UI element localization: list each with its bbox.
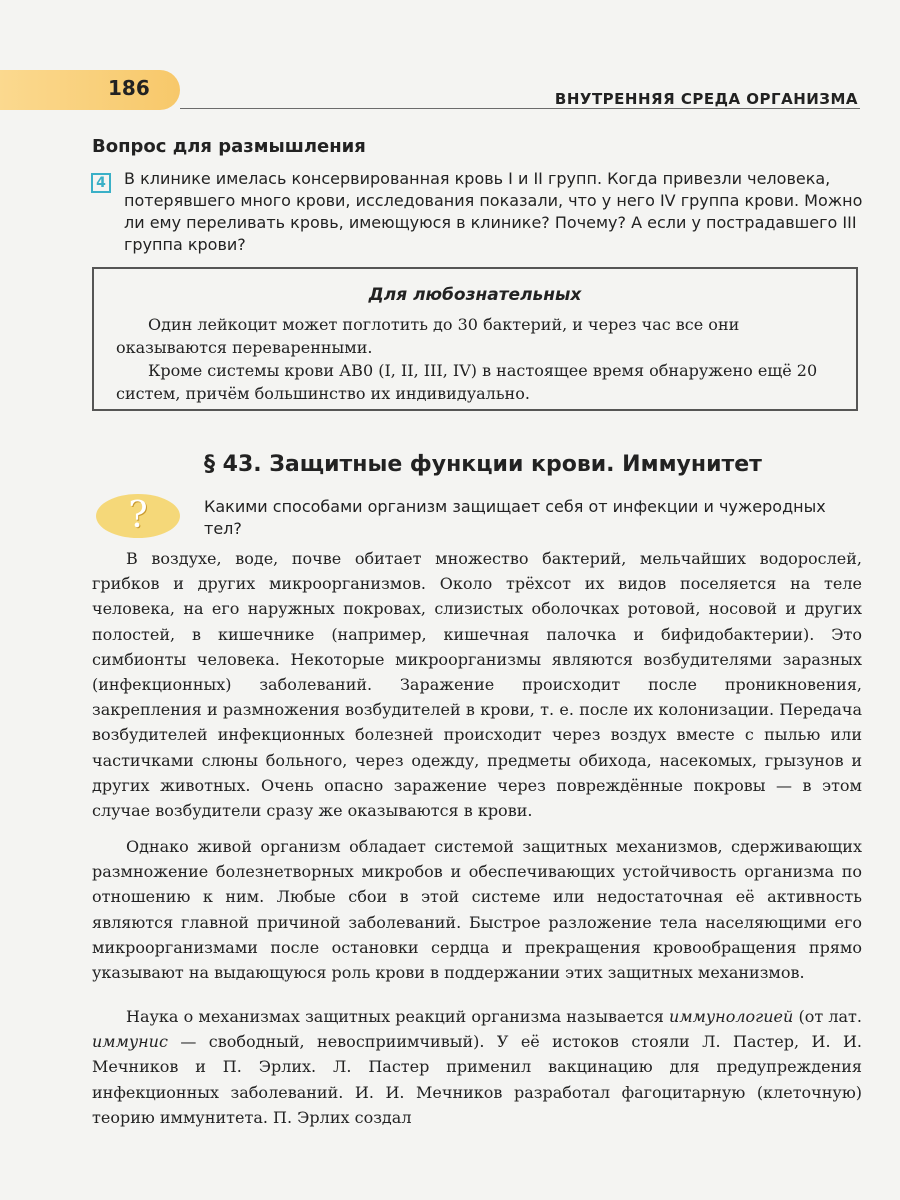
header-rule <box>180 108 860 109</box>
section-title: § 43. Защитные функции крови. Иммунитет <box>204 452 762 477</box>
curious-paragraph-2: Кроме системы крови АВ0 (I, II, III, IV) в настоящее время обнаружено ещё 20 систем, причём большинство их индивидуально. <box>116 361 818 403</box>
header-tab <box>0 70 180 110</box>
question-number-badge: 4 <box>91 173 111 193</box>
body-paragraph-1: В воздухе, воде, почве обитает множество бактерий, мельчайших водорослей, грибков и других микроорганизмов. Около трёхсот их видов поселяется на теле человека, на его наружных покровах, слизистых оболочках ротовой, носовой и других полостей, в кишечнике (например, кишечная палочка и бифидобактерии). Это симбионты человека. Некоторые микроорганизмы являются возбудителями заразных (инфекционных) заболеваний. Заражение происходит после проникновения, закрепления и размножения возбудителей в крови, т. е. после их колонизации. Передача возбудителей инфекционных болезней происходит через воздух вместе с пылью или частичками слюны больного, через одежду, предметы обихода, насекомых, грызунов и других животных. Очень опасно заражение через повреждённые покровы — в этом случае возбудители сразу же оказываются в крови. <box>92 549 862 821</box>
body-paragraph-3-part3: — свободный, невосприимчивый). У её истоков стояли Л. Пастер, И. И. Мечников и П. Эрлих. Л. Пастер применил вакцинацию для предупреждения инфекционных заболеваний. И. И. Мечников разработал фагоцитарную (клеточную) теорию иммунитета. П. Эрлих создал <box>92 1032 862 1127</box>
body-paragraph-3 <box>92 1004 862 1130</box>
lead-question: Какими способами организм защищает себя от инфекции и чужеродных тел? <box>204 497 826 538</box>
question-mark-icon: ? <box>96 494 180 538</box>
curious-paragraph-1: Один лейкоцит может поглотить до 30 бактерий, и через час все они оказываются переваренными. <box>116 315 740 357</box>
curious-box-title: Для любознательных <box>368 285 582 305</box>
body-paragraph-3-part2: (от лат. <box>793 1007 862 1026</box>
reflection-text: В клинике имелась консервированная кровь I и II групп. Когда привезли человека, потерявшего много крови, исследования показали, что у него IV группа крови. Можно ли ему переливать кровь, имеющуюся в клинике? Почему? А если у пострадавшего III группа крови? <box>124 169 863 254</box>
page-number: 186 <box>108 76 150 100</box>
reflection-title: Вопрос для размышления <box>92 136 366 157</box>
latin-term: иммунис <box>92 1032 168 1052</box>
term-immunology: иммунологией <box>669 1007 794 1026</box>
body-paragraph-2: Однако живой организм обладает системой защитных механизмов, сдерживающих размножение болезнетворных микробов и обеспечивающих устойчивость организма по отношению к ним. Любые сбои в этой системе или недостаточная её активность являются главной причиной заболеваний. Быстрое разложение тела населяющими его микроорганизмами после остановки сердца и прекращения кровообращения прямо указывают на выдающуюся роль крови в поддержании этих защитных механизмов. <box>92 837 862 983</box>
body-paragraph-3-part1: Наука о механизмах защитных реакций организма называется <box>126 1007 670 1026</box>
curious-box <box>92 267 858 411</box>
chapter-title: ВНУТРЕННЯЯ СРЕДА ОРГАНИЗМА <box>554 90 858 108</box>
